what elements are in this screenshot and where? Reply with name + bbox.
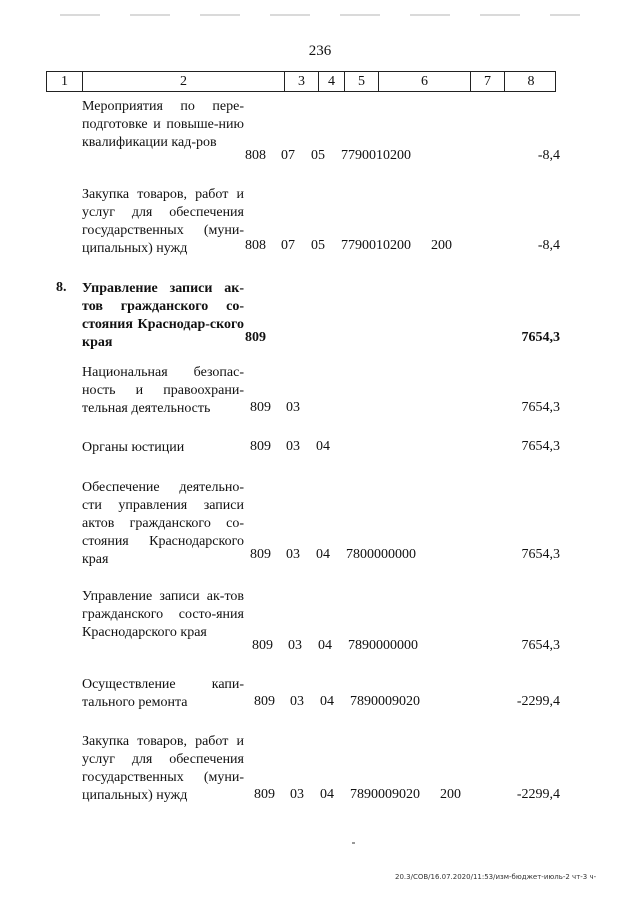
row-description: Управление записи ак-тов гражданского состо-яния Краснодарского края: [82, 589, 244, 640]
row-description: Мероприятия по пере-подготовке и повыше-нию квалификации кад-ров: [82, 99, 244, 150]
row-description: Органы юстиции: [82, 440, 185, 455]
header-col-7: 7: [471, 72, 505, 91]
cell-col3: 809: [252, 638, 273, 653]
cell-col7: 200: [431, 238, 452, 253]
cell-col5: 04: [318, 638, 332, 653]
cell-col3: 809: [250, 547, 271, 562]
cell-amount: 7654,3: [521, 330, 560, 345]
cell-col6: 7800000000: [346, 547, 416, 562]
row-description: Закупка товаров, работ и услуг для обеспечения государственных (муни-ципальных) нужд: [82, 734, 244, 803]
cell-amount: -2299,4: [516, 694, 560, 709]
cell-col3: 809: [254, 787, 275, 802]
header-col-8: 8: [527, 74, 535, 89]
cell-col4: 07: [281, 238, 295, 253]
cell-col5: 05: [311, 148, 325, 163]
cell-col3: 809: [250, 400, 271, 415]
cell-amount: -8,4: [537, 238, 560, 253]
header-col-1: 1: [47, 72, 83, 91]
cell-col6: 7890009020: [350, 694, 420, 709]
header-col-6: 6: [379, 72, 471, 91]
cell-amount: 7654,3: [521, 400, 560, 415]
cell-col4: 03: [286, 400, 300, 415]
cell-col6: 7890000000: [348, 638, 418, 653]
cell-col4: 03: [290, 694, 304, 709]
cell-col4: 03: [286, 439, 300, 454]
table-header: [46, 71, 556, 92]
cell-amount: 7654,3: [521, 439, 560, 454]
footer-doc-id: 20.3/СОВ/16.07.2020/11:53/изм-бюджет-июль-2 чт-3 ч-: [395, 873, 597, 881]
cell-col5: 05: [311, 238, 325, 253]
cell-col3: 808: [245, 238, 266, 253]
cell-col4: 03: [286, 547, 300, 562]
page-number: 236: [308, 43, 332, 59]
header-col-3: 3: [285, 72, 319, 91]
scan-speck: [352, 842, 355, 844]
cell-col6: 7890009020: [350, 787, 420, 802]
cell-col4: 07: [281, 148, 295, 163]
row-description: Осуществление капи-тального ремонта: [82, 677, 244, 710]
row-description: Обеспечение деятельно-сти управления записи актов гражданского со-стояния Краснодарского края: [82, 480, 244, 567]
cell-col3: 808: [245, 148, 266, 163]
cell-col3: 809: [250, 439, 271, 454]
cell-col3: 809: [245, 330, 266, 345]
header-col-4: 4: [319, 72, 345, 91]
cell-amount: 7654,3: [521, 547, 560, 562]
cell-col5: 04: [320, 694, 334, 709]
cell-col5: 04: [316, 547, 330, 562]
cell-amount: -8,4: [537, 148, 560, 163]
header-col-5: 5: [345, 72, 379, 91]
cell-col6: 7790010200: [341, 148, 411, 163]
cell-amount: -2299,4: [516, 787, 560, 802]
cell-amount: 7654,3: [521, 638, 560, 653]
cell-col7: 200: [440, 787, 461, 802]
section-number: 8.: [56, 280, 67, 295]
cell-col5: 04: [316, 439, 330, 454]
cell-col6: 7790010200: [341, 238, 411, 253]
row-description: Национальная безопас-ность и правоохрани-тельная деятельность: [82, 365, 244, 416]
row-description: Управление записи ак-тов гражданского со-стояния Краснодар-ского края: [82, 281, 244, 350]
row-description: Закупка товаров, работ и услуг для обеспечения государственных (муни-ципальных) нужд: [82, 187, 244, 256]
cell-col4: 03: [290, 787, 304, 802]
cell-col4: 03: [288, 638, 302, 653]
scan-artifact: [60, 14, 580, 16]
header-col-2: 2: [83, 72, 285, 91]
cell-col5: 04: [320, 787, 334, 802]
cell-col3: 809: [254, 694, 275, 709]
